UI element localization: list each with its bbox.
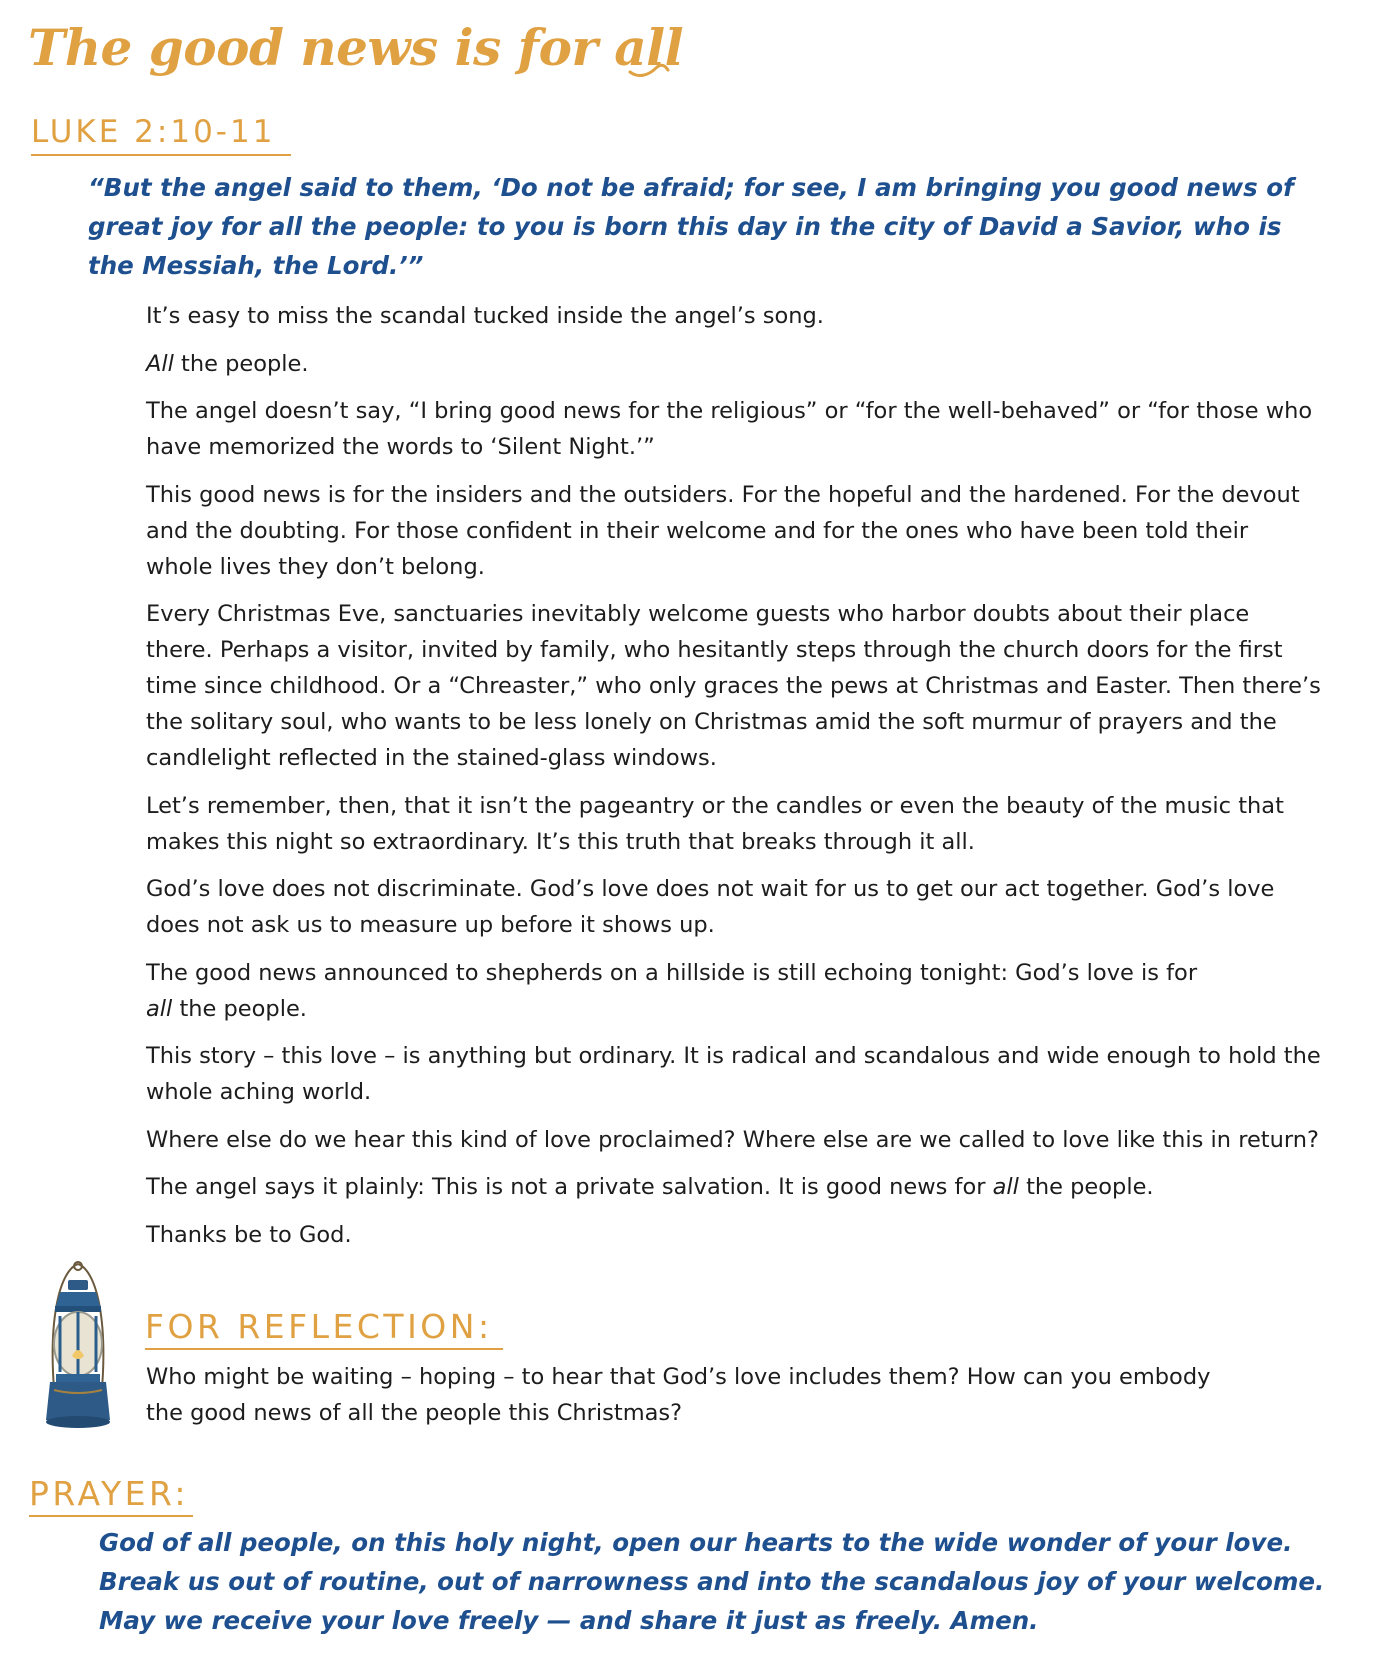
body-paragraph: It’s easy to miss the scandal tucked inside the angel’s song. bbox=[146, 303, 824, 329]
emphasis-text: all bbox=[992, 1174, 1019, 1200]
body-text-span: The good news announced to shepherds on a hillside is still echoing tonight: God’s love is for bbox=[146, 959, 1198, 986]
body-paragraph: Let’s remember, then, that it isn’t the pageantry or the candles or even the beauty of the music that makes this night so extraordinary. It’s this truth that breaks through it all. bbox=[146, 792, 1284, 855]
lantern-icon bbox=[38, 1260, 118, 1440]
body-text-span: the people. bbox=[173, 350, 309, 377]
body-text-span: The angel says it plainly: This is not a private salvation. It is good news for bbox=[146, 1174, 993, 1200]
emphasis-text: all bbox=[146, 995, 173, 1022]
body-paragraph: This good news is for the insiders and the outsiders. For the hopeful and the hardened. For the devout and the doubting. For those confident in their welcome and for the ones who have been told their whole lives they don’t belong. bbox=[146, 481, 1300, 580]
body-paragraph bbox=[146, 346, 1321, 382]
body-paragraph: Thanks be to God. bbox=[146, 1221, 352, 1248]
scripture-quote: “But the angel said to them, ‘Do not be afraid; for see, I am bringing you good news of great joy for all the people: to you is born this day in the city of David a Savior, who is the Messiah, the Lord.’” bbox=[88, 173, 1294, 280]
body-text-span: the people. bbox=[172, 995, 307, 1022]
body-paragraph: God’s love does not discriminate. God’s love does not wait for us to get our act together. God’s love does not ask us to measure up before it shows up. bbox=[146, 876, 1275, 938]
body-paragraph: The angel doesn’t say, “I bring good news for the religious” or “for the well-behaved” or “for those who have memorized the words to ‘Silent Night.’” bbox=[146, 398, 1313, 460]
page-title: The good news is for all bbox=[28, 18, 684, 77]
title-swash-flourish bbox=[628, 58, 672, 78]
prayer-text: God of all people, on this holy night, open our hearts to the wide wonder of your love. Break us out of routine, out of narrowness and into the scandalous joy of your welcome. May we receive your love freely — and share it just as freely. Amen. bbox=[99, 1528, 1325, 1635]
scripture-reference: LUKE 2:10-11 bbox=[31, 114, 291, 156]
emphasis-text: All bbox=[146, 350, 174, 377]
body-paragraph: Where else do we hear this kind of love proclaimed? Where else are we called to love like this in return? bbox=[146, 1126, 1319, 1153]
body-paragraph bbox=[146, 1169, 1321, 1205]
body-text-span: the people. bbox=[1018, 1174, 1154, 1200]
prayer-heading: PRAYER: bbox=[29, 1474, 193, 1517]
body-paragraph bbox=[146, 955, 1321, 1027]
devotional-body bbox=[146, 298, 1321, 1264]
body-paragraph: This story – this love – is anything but ordinary. It is radical and scandalous and wide enough to hold the whole aching world. bbox=[146, 1043, 1321, 1105]
body-paragraph: Every Christmas Eve, sanctuaries inevitably welcome guests who harbor doubts about their place there. Perhaps a visitor, invited by family, who hesitantly steps through the church doors for the first time since childhood. Or a “Chreaster,” who only graces the pews at Christmas and Easter. Then there’s the solitary soul, who wants to be less lonely on Christmas amid the soft murmur of prayers and the candlelight reflected in the stained-glass windows. bbox=[146, 601, 1321, 771]
reflection-heading: FOR REFLECTION: bbox=[145, 1307, 503, 1350]
reflection-text: Who might be waiting – hoping – to hear that God’s love includes them? How can you embody the good news of all the people this Christmas? bbox=[146, 1364, 1211, 1426]
